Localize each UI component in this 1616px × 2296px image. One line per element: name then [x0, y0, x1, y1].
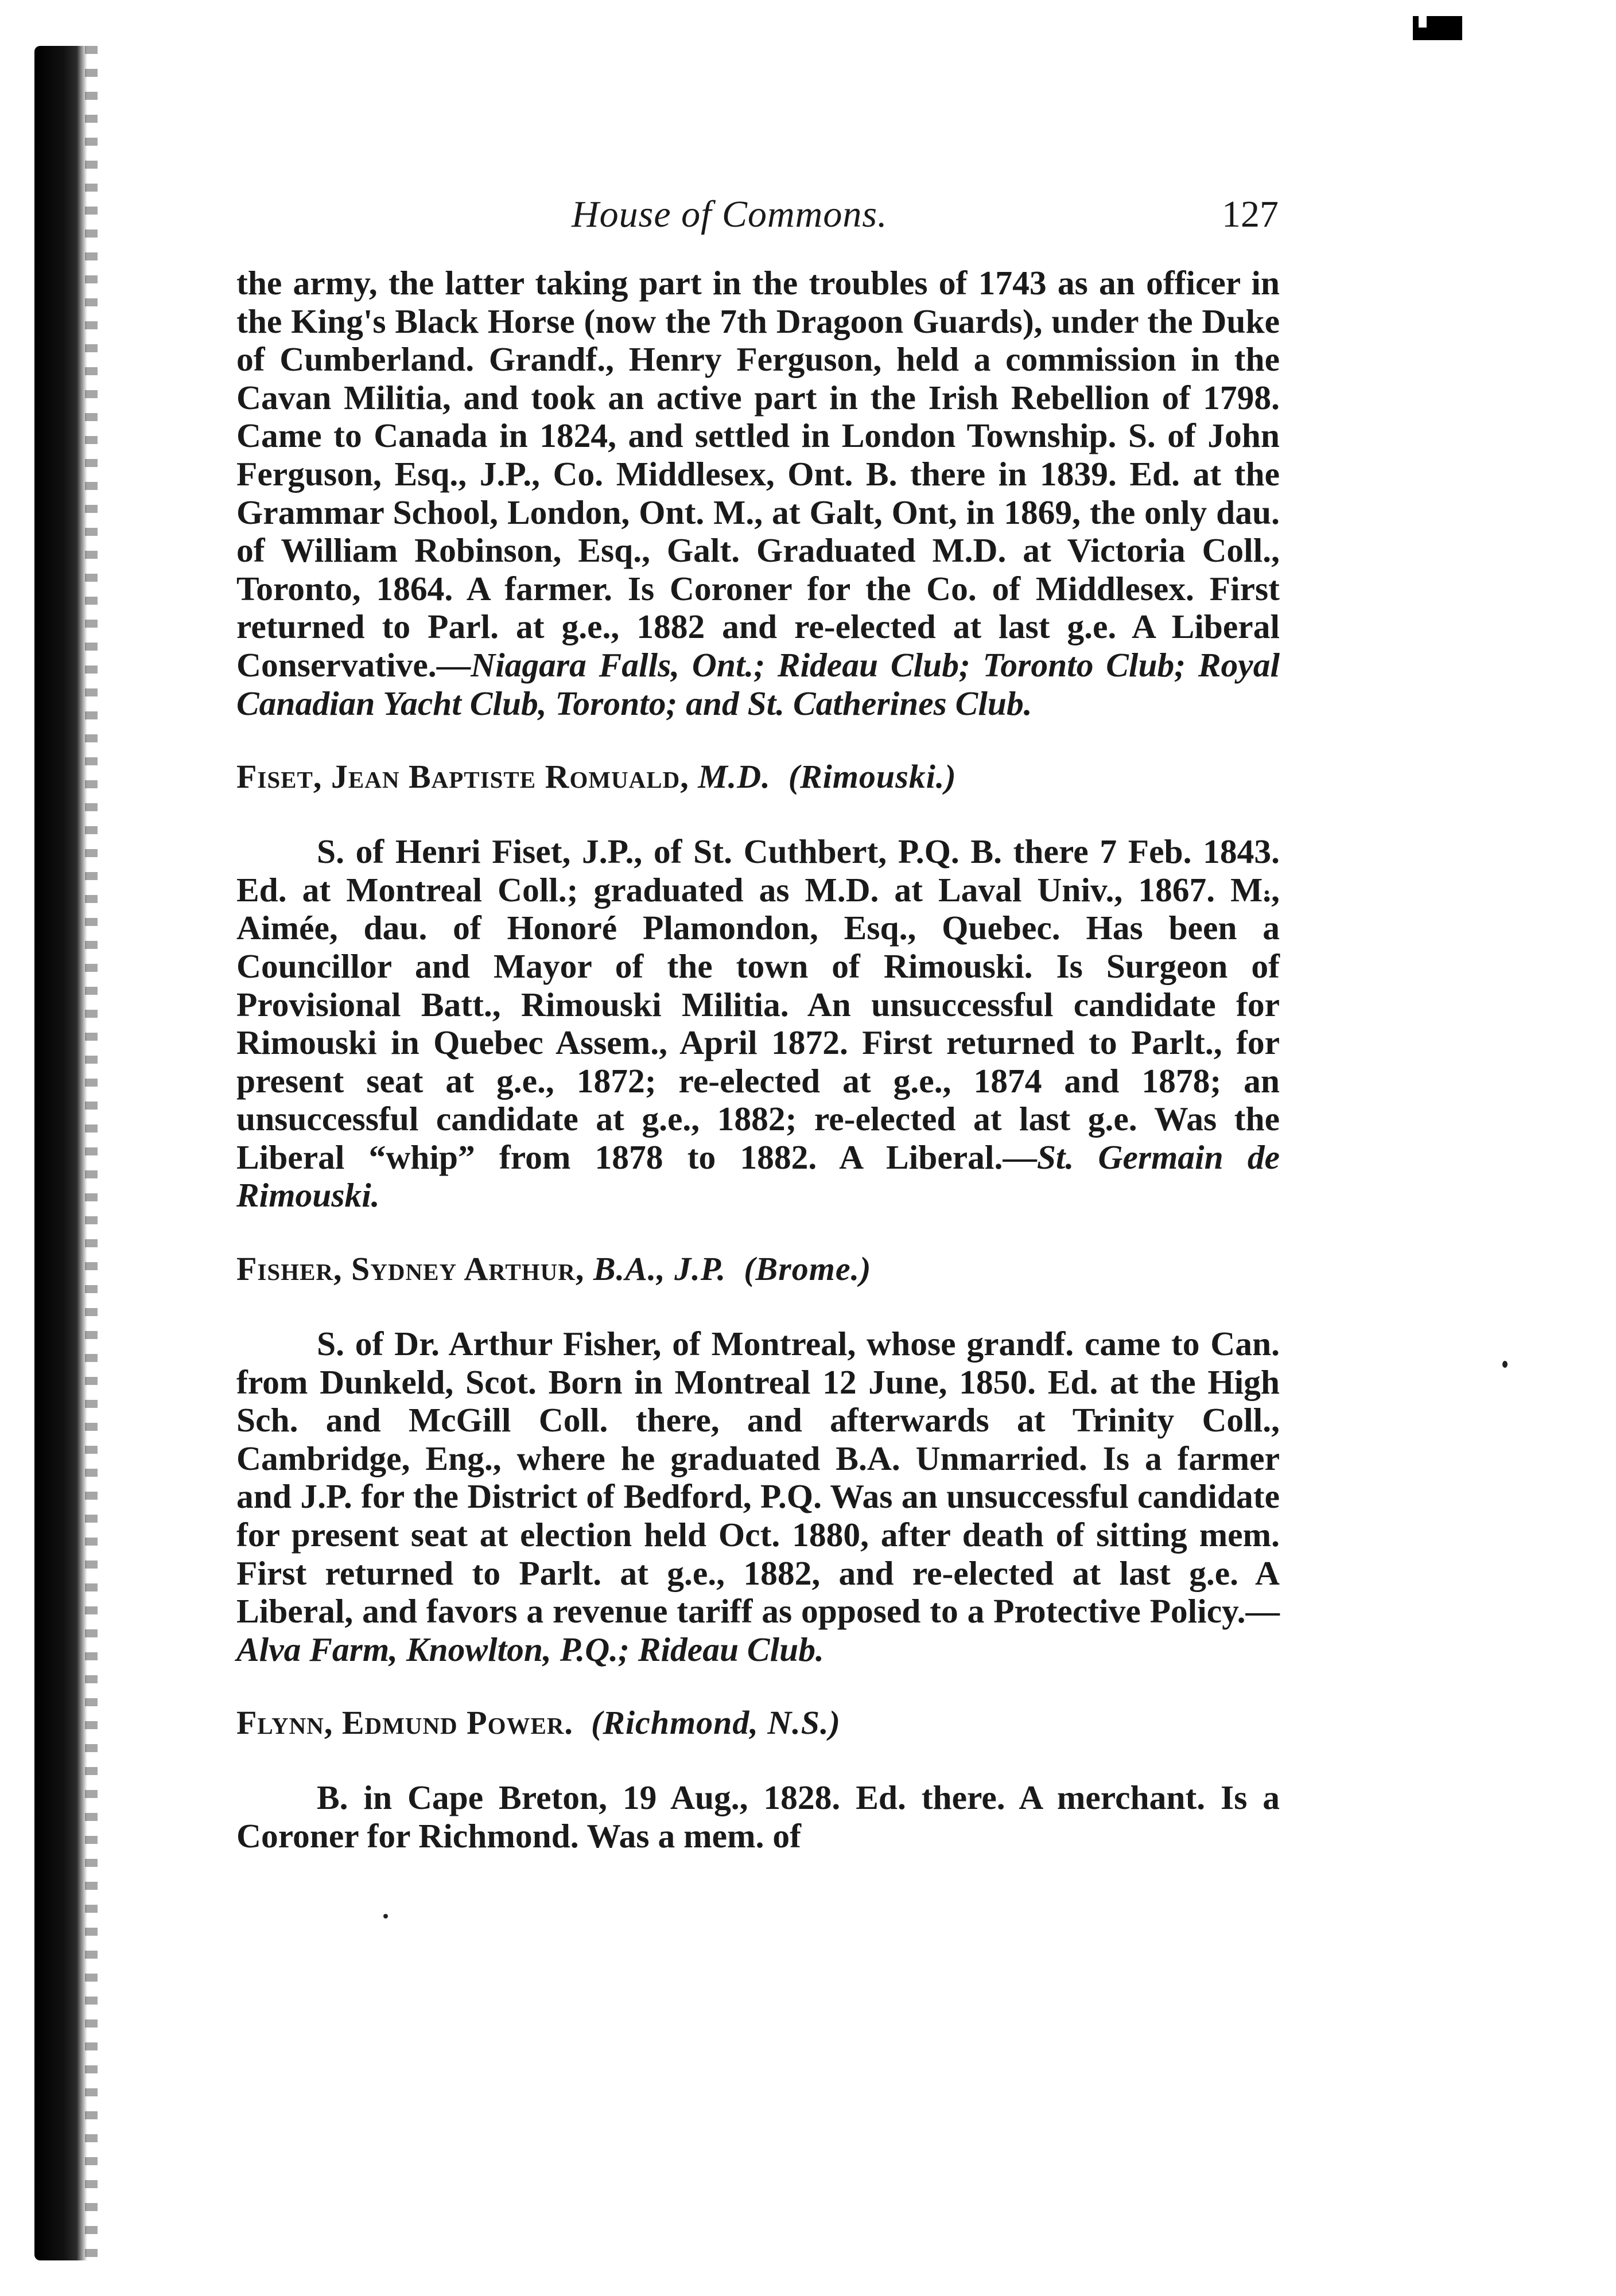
section-gap: [236, 1668, 1280, 1704]
fiset-entry-heading: [236, 758, 1280, 796]
fisher-entry-name: Fisher, Sydney Arthur,: [236, 1250, 585, 1288]
section-gap: [236, 796, 1280, 832]
fiset-entry-name: Fiset, Jean Baptiste Romuald,: [236, 758, 689, 796]
flynn-entry-text: B. in Cape Breton, 19 Aug., 1828. Ed. there. A merchant. Is a Coroner for Richmond. Was a mem. of: [236, 1779, 1280, 1855]
fiset-entry-degree: M.D.: [698, 758, 771, 796]
section-gap: [236, 1215, 1280, 1250]
section-gap: [236, 722, 1280, 758]
ferguson-entry-continuation: the army, the latter taking part in the troubles of 1743 as an officer in the King's Black Horse (now the 7th Dragoon Guards), under the Duke of Cumberland. Grandf., Henry Ferguson, held a commission in the Cavan Militia, and took an active part in the Irish Rebellion of 1798. Came to Canada in 1824, and settled in London Township. S. of John Ferguson, Esq., J.P., Co. Middlesex, Ont. B. there in 1839. Ed. at the Grammar School, London, Ont. M., at Galt, Ont, in 1869, the only dau. of William Robinson, Esq., Galt. Graduated M.D. at Victoria Coll., Toronto, 1864. A farmer. Is Coroner for the Co. of Middlesex. First returned to Parl. at g.e., 1882 and re-elected at last g.e. A Liberal Conservative.—Niagara Falls, Ont.; Rideau Club; Toronto Club; Royal Canadian Yacht Club, Toronto; and St. Catherines Club.: [236, 264, 1280, 722]
fisher-entry-heading: [236, 1250, 1280, 1288]
fisher-entry-degree: B.A., J.P.: [593, 1250, 727, 1288]
text-block: [236, 264, 1280, 1855]
fisher-entry-riding: (Brome.): [744, 1250, 872, 1288]
running-head: [240, 187, 1279, 244]
stray-mark: [1502, 1361, 1508, 1368]
fiset-entry-body: S. of Henri Fiset, J.P., of St. Cuthbert, P.Q. B. there 7 Feb. 1843. Ed. at Montreal Coll.; graduated as M.D. at Laval Univ., 1867. M., Aimée, dau. of Honoré Plamondon, Esq., Quebec. Has been a Councillor and Mayor of the town of Rimouski. Is Surgeon of Provisional Batt., Rimouski Militia. An unsuccessful candidate for Rimouski in Quebec Assem., April 1872. First returned to Parlt., for present seat at g.e., 1872; re-elected at g.e., 1874 and 1878; an unsuccessful candidate at g.e., 1882; re-elected at last g.e. Was the Liberal “whip” from 1878 to 1882. A Liberal.—St. Germain de Rimouski.: [236, 832, 1280, 1215]
fisher-entry-address: Alva Farm, Knowlton, P.Q.; Rideau Club.: [236, 1630, 824, 1668]
running-title: House of Commons.: [572, 193, 888, 235]
corner-scan-mark: [1413, 16, 1462, 40]
page-number: 127: [1222, 193, 1279, 235]
flynn-entry-riding: (Richmond, N.S.): [591, 1704, 841, 1742]
section-gap: [236, 1288, 1280, 1325]
fiset-entry-text: S. of Henri Fiset, J.P., of St. Cuthbert, P.Q. B. there 7 Feb. 1843. Ed. at Montreal Coll.; graduated as M.D. at Laval Univ., 1867. M., Aimée, dau. of Honoré Plamondon, Esq., Quebec. Has been a Councillor and Mayor of the town of Rimouski. Is Surgeon of Provisional Batt., Rimouski Militia. An unsuccessful candidate for Rimouski in Quebec Assem., April 1872. First returned to Parlt., for present seat at g.e., 1872; re-elected at g.e., 1874 and 1878; an unsuccessful candidate at g.e., 1882; re-elected at last g.e. Was the Liberal “whip” from 1878 to 1882. A Liberal.: [236, 832, 1280, 1176]
ferguson-entry-text: the army, the latter taking part in the troubles of 1743 as an officer in the King's Black Horse (now the 7th Dragoon Guards), under the Duke of Cumberland. Grandf., Henry Ferguson, held a commission in the Cavan Militia, and took an active part in the Irish Rebellion of 1798. Came to Canada in 1824, and settled in London Township. S. of John Ferguson, Esq., J.P., Co. Middlesex, Ont. B. there in 1839. Ed. at the Grammar School, London, Ont. M., at Galt, Ont, in 1869, the only dau. of William Robinson, Esq., Galt. Graduated M.D. at Victoria Coll., Toronto, 1864. A farmer. Is Coroner for the Co. of Middlesex. First returned to Parl. at g.e., 1882 and re-elected at last g.e. A Liberal Conservative.: [236, 264, 1280, 684]
flynn-entry-body: [236, 1779, 1280, 1855]
binding-shadow: [34, 46, 87, 2260]
flynn-entry-heading: [236, 1704, 1280, 1742]
stray-mark: [383, 1914, 388, 1918]
fiset-entry-riding: (Rimouski.): [788, 758, 957, 796]
fisher-entry-text: S. of Dr. Arthur Fisher, of Montreal, whose grandf. came to Can. from Dunkeld, Scot. Born in Montreal 12 June, 1850. Ed. at the High Sch. and McGill Coll. there, and afterwards at Trinity Coll., Cambridge, Eng., where he graduated B.A. Unmarried. Is a farmer and J.P. for the District of Bedford, P.Q. Was an unsuccessful candidate for present seat at election held Oct. 1880, after death of sitting mem. First returned to Parlt. at g.e., 1882, and re-elected at last g.e. A Liberal, and favors a revenue tariff as opposed to a Protective Policy.: [236, 1325, 1280, 1630]
section-gap: [236, 1742, 1280, 1779]
fiset-entry-address: St. Germain de Rimouski.: [236, 1138, 1280, 1215]
ferguson-entry-address: Niagara Falls, Ont.; Rideau Club; Toronto Club; Royal Canadian Yacht Club, Toronto; and St. Catherines Club.: [236, 645, 1280, 722]
fisher-entry-body: S. of Dr. Arthur Fisher, of Montreal, whose grandf. came to Can. from Dunkeld, Scot. Born in Montreal 12 June, 1850. Ed. at the High Sch. and McGill Coll. there, and afterwards at Trinity Coll., Cambridge, Eng., where he graduated B.A. Unmarried. Is a farmer and J.P. for the District of Bedford, P.Q. Was an unsuccessful candidate for present seat at election held Oct. 1880, after death of sitting mem. First returned to Parlt. at g.e., 1882, and re-elected at last g.e. A Liberal, and favors a revenue tariff as opposed to a Protective Policy.—Alva Farm, Knowlton, P.Q.; Rideau Club.: [236, 1325, 1280, 1668]
flynn-entry-name: Flynn, Edmund Power.: [236, 1704, 573, 1742]
